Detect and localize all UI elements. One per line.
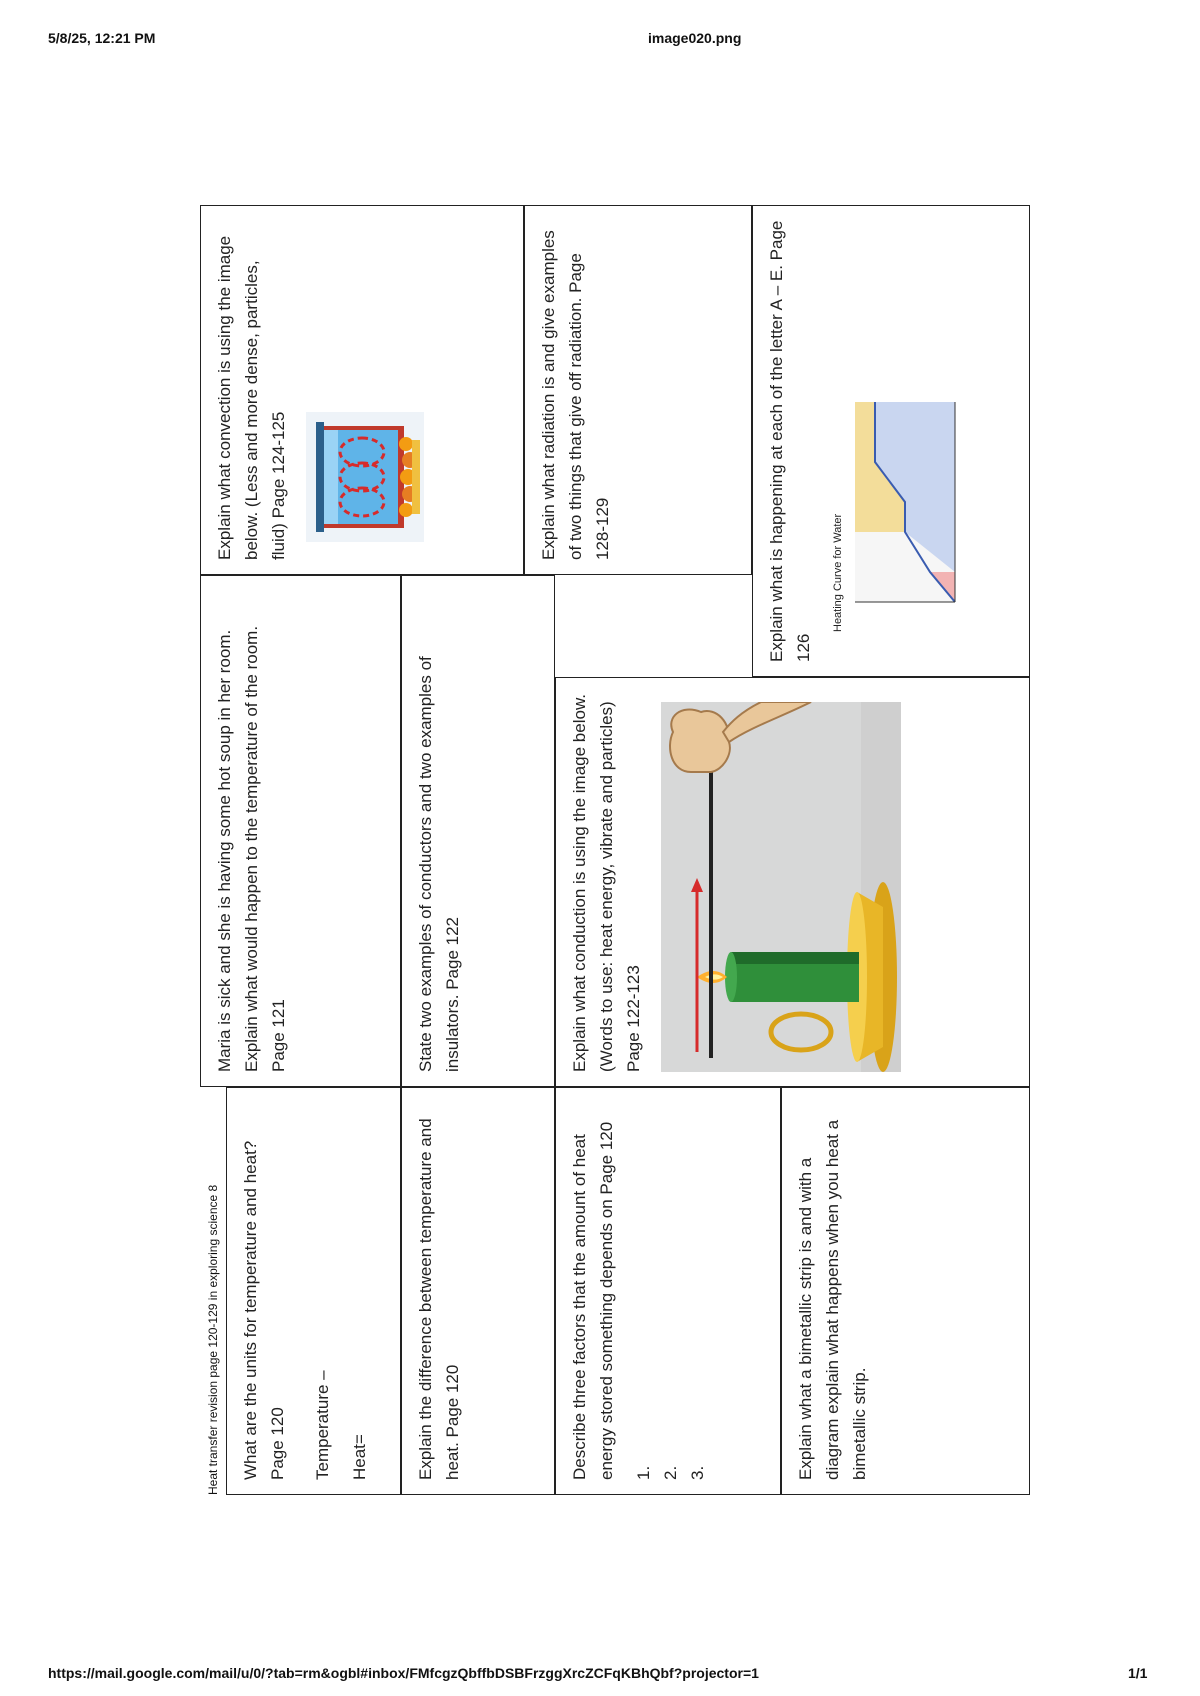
conductors-question-cell [401,575,555,1087]
worksheet [200,205,1030,1495]
difference-question: Explain the difference between temperature and heat. Page 120 [416,1118,462,1480]
heating-curve-question: Explain what is happening at each of the letter A – E. Page 126 [767,220,813,662]
convection-question-cell [200,205,524,575]
heating-curve-figure [831,392,981,632]
conductors-question: State two examples of conductors and two examples of insulators. Page 122 [416,656,462,1072]
print-title: image020.png [648,30,742,46]
convection-question: Explain what convection is using the image below. (Less and more dense, particles, fluid) Page 124-125 [215,235,288,560]
conduction-illustration [661,702,901,1072]
conduction-question: Explain what conduction is using the image below. (Words to use: heat energy, vibrate and particles) Page 122-123 [570,693,643,1072]
print-datetime: 5/8/25, 12:21 PM [48,30,156,46]
print-page-number: 1/1 [1128,1665,1148,1681]
maria-question: Maria is sick and she is having some hot soup in her room. Explain what would happen to the temperature of the room. Page 121 [215,625,288,1072]
conduction-question-cell [555,677,1030,1087]
heating-curve-graph [845,392,975,632]
heat-label: Heat= [350,1434,369,1480]
radiation-question-cell [524,205,752,575]
worksheet-caption: Heat transfer revision page 120-129 in exploring science 8 [206,1184,220,1495]
radiation-question: Explain what radiation is and give examples of two things that give off radiation. Page 128-129 [539,230,612,560]
factor-item-3: 3. [688,1465,707,1480]
convection-illustration [306,412,424,542]
heating-curve-question-cell [752,205,1030,677]
temperature-label: Temperature – [313,1370,332,1480]
bimetallic-question: Explain what a bimetallic strip is and with a diagram explain what happens when you heat a bimetallic strip. [796,1119,869,1480]
difference-question-cell [401,1087,555,1495]
maria-question-cell [200,575,401,1087]
factor-item-1: 1. [634,1465,653,1480]
print-url: https://mail.google.com/mail/u/0/?tab=rm&ogbl#inbox/FMfcgzQbffbDSBFrzggXrcZCFqKBhQbf?projector=1 [48,1665,759,1681]
heating-curve-title: Heating Curve for Water [832,513,844,632]
factors-question: Describe three factors that the amount of heat energy stored something depends on Page 120 [570,1121,616,1480]
units-question: What are the units for temperature and heat? Page 120 [241,1140,287,1480]
units-question-cell [226,1087,401,1495]
factors-question-cell [555,1087,781,1495]
factor-item-2: 2. [661,1465,680,1480]
bimetallic-question-cell [781,1087,1030,1495]
